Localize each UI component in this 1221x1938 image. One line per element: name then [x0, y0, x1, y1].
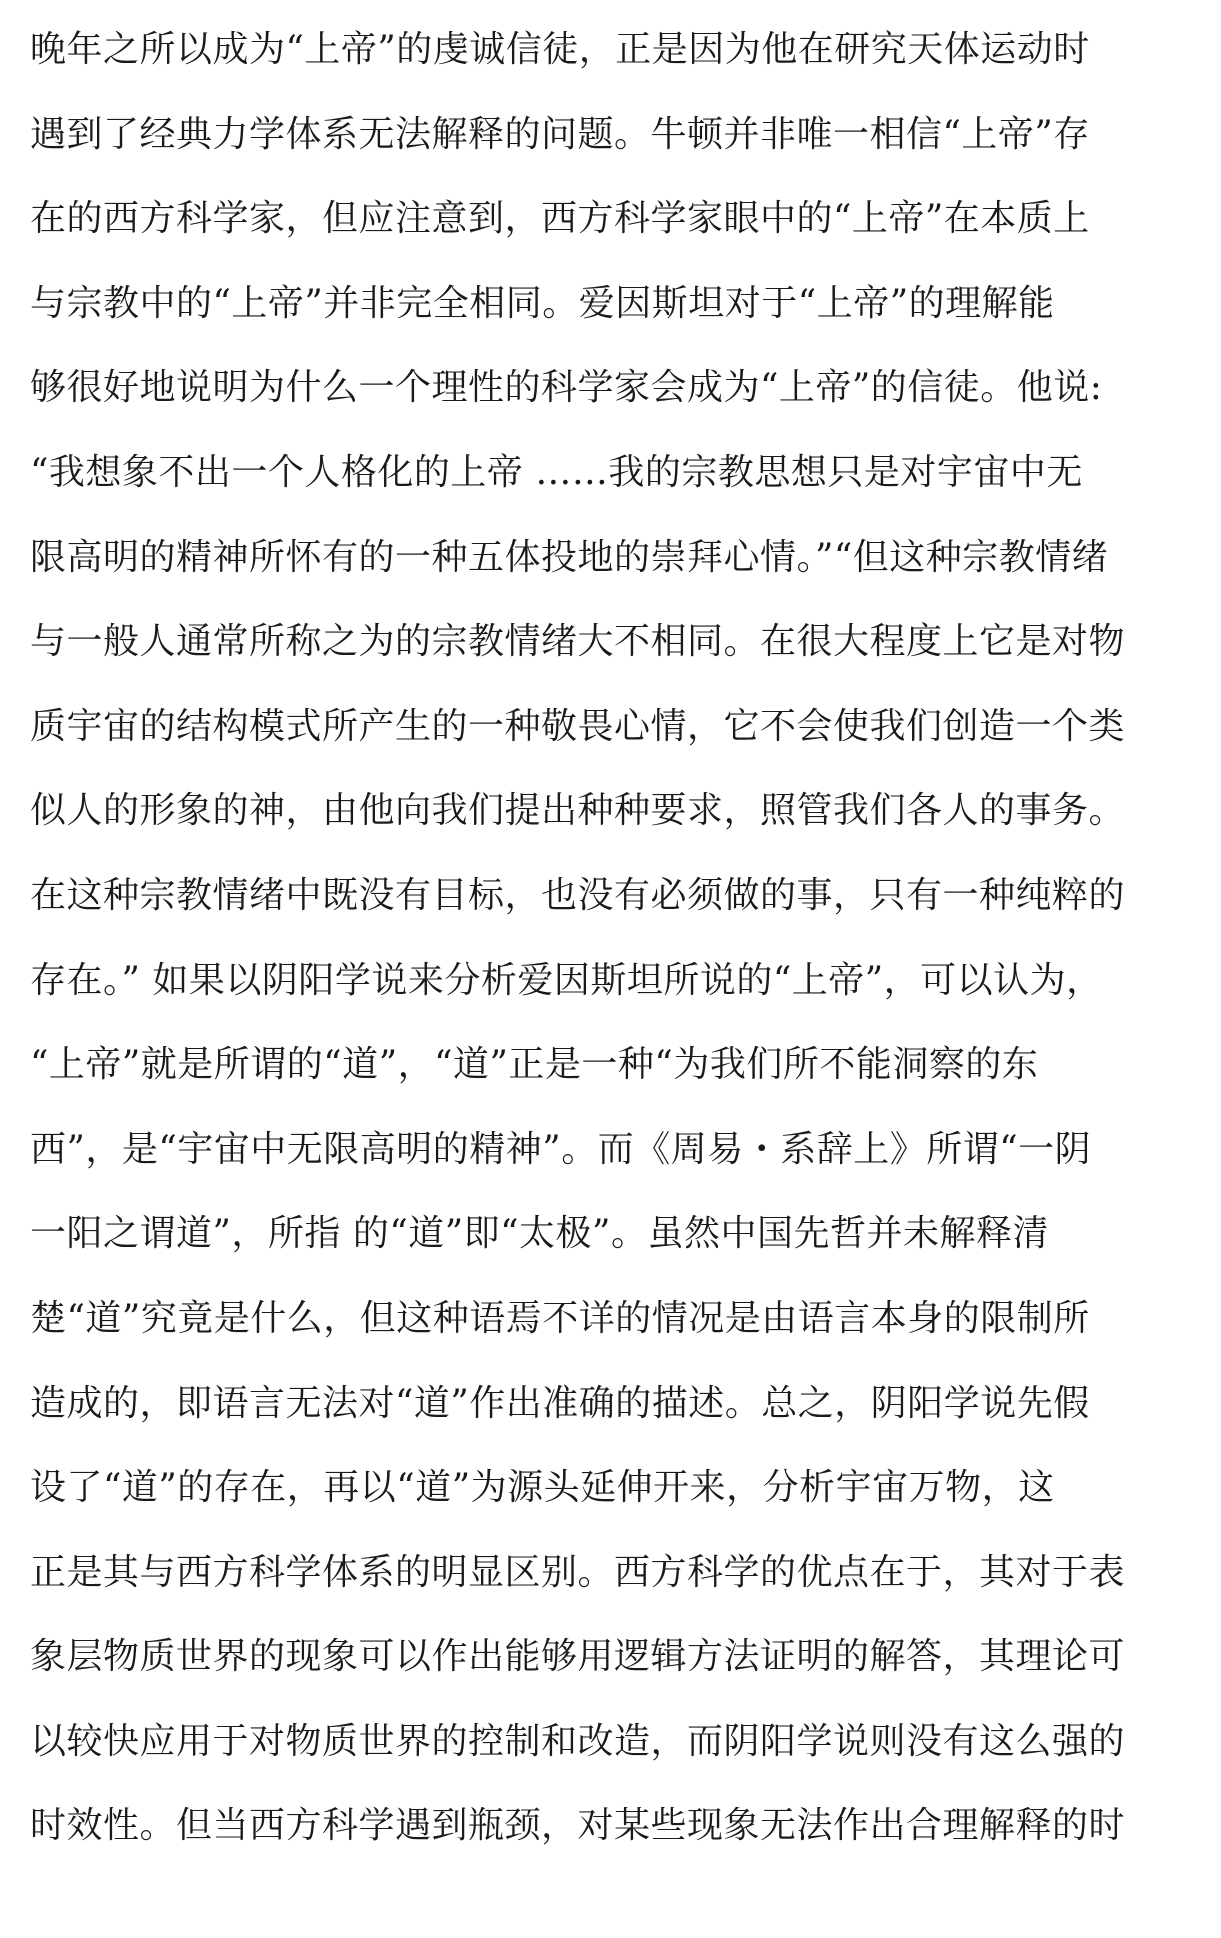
text-line: 正是其与西方科学体系的明显区别。西方科学的优点在于，其对于表 — [30, 1551, 1126, 1593]
text-line: 时效性。但当西方科学遇到瓶颈，对某些现象无法作出合理解释的时 — [30, 1805, 1126, 1847]
text-line: 以较快应用于对物质世界的控制和改造，而阴阳学说则没有这么强的 — [30, 1720, 1126, 1762]
text-line: 存在。” 如果以阴阳学说来分析爱因斯坦所说的“上帝”，可以认为， — [30, 959, 1103, 1001]
text-line: 象层物质世界的现象可以作出能够用逻辑方法证明的解答，其理论可 — [30, 1636, 1126, 1678]
text-line: 晚年之所以成为“上帝”的虔诚信徒，正是因为他在研究天体运动时 — [30, 29, 1090, 70]
text-line: 遇到了经典力学体系无法解释的问题。牛顿并非唯一相信“上帝”存 — [30, 113, 1090, 155]
text-line: “上帝”就是所谓的“道”，“道”正是一种“为我们所不能洞察的东 — [30, 1044, 1039, 1086]
text-line: 造成的，即语言无法对“道”作出准确的描述。总之，阴阳学说先假 — [30, 1382, 1090, 1424]
text-line: 质宇宙的结构模式所产生的一种敬畏心情，它不会使我们创造一个类 — [30, 705, 1126, 747]
text-line: 够很好地说明为什么一个理性的科学家会成为“上帝”的信徒。他说: — [30, 367, 1103, 409]
text-line: “我想象不出一个人格化的上帝 ……我的宗教思想只是对宇宙中无 — [30, 451, 1083, 493]
text-line: 设了“道”的存在，再以“道”为源头延伸开来，分析宇宙万物，这 — [30, 1467, 1055, 1509]
text-line: 在这种宗教情绪中既没有目标，也没有必须做的事，只有一种纯粹的 — [30, 874, 1126, 916]
text-line: 与宗教中的“上帝”并非完全相同。爱因斯坦对于“上帝”的理解能 — [30, 282, 1055, 324]
text-line: 在的西方科学家，但应注意到，西方科学家眼中的“上帝”在本质上 — [30, 198, 1090, 240]
text-line: 与一般人通常所称之为的宗教情绪大不相同。在很大程度上它是对物 — [30, 621, 1126, 663]
text-line: 西”，是“宇宙中无限高明的精神”。而《周易・系辞上》所谓“一阴 — [30, 1128, 1092, 1170]
text-line: 楚“道”究竟是什么，但这种语焉不详的情况是由语言本身的限制所 — [30, 1297, 1090, 1339]
text-line: 限高明的精神所怀有的一种五体投地的崇拜心情。”“但这种宗教情绪 — [30, 536, 1109, 578]
text-line: 似人的形象的神，由他向我们提出种种要求，照管我们各人的事务。 — [30, 790, 1126, 832]
body-text — [30, 8, 1200, 1869]
text-line: 一阳之谓道”，所指 的“道”即“太极”。虽然中国先哲并未解释清 — [30, 1213, 1049, 1255]
